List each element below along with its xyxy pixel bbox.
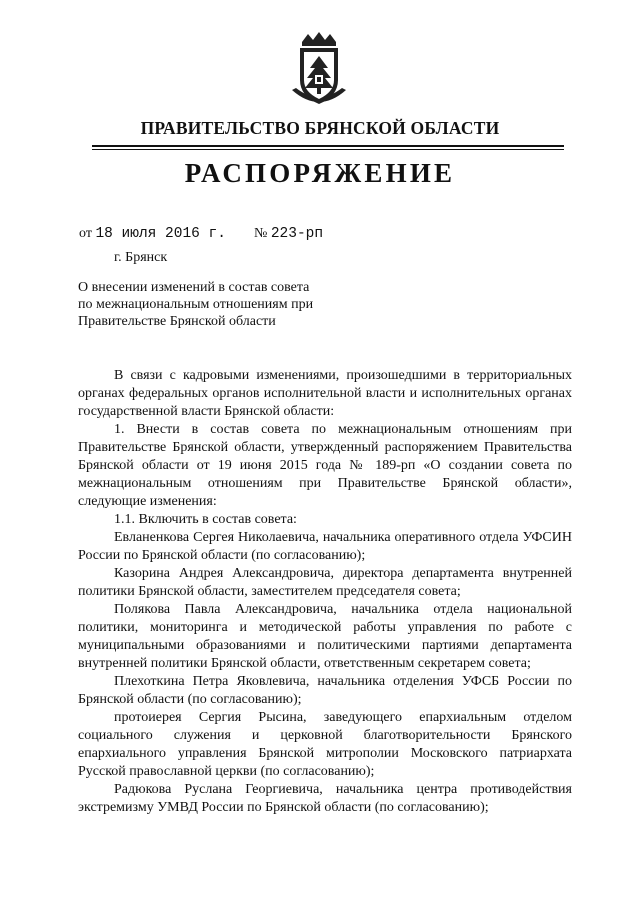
member-entry: Плехоткина Петра Яковлевича, начальника отделения УФСБ России по Брянской области (по согласованию);: [78, 674, 572, 707]
date-prefix: от: [79, 226, 92, 241]
member-entry: Евланенкова Сергея Николаевича, начальника оперативного отдела УФСИН России по Брянской области (по согласованию);: [78, 530, 572, 563]
subject-line: О внесении изменений в состав совета: [78, 280, 310, 295]
member-entry: Радюкова Руслана Георгиевича, начальника центра противодействия экстремизму УМВД России по Брянской области (по согласованию);: [78, 782, 572, 815]
subject-line: Правительстве Брянской области: [78, 314, 276, 329]
subject-block: [78, 279, 313, 330]
header-rule-thick: [92, 145, 564, 147]
member-entry: Полякова Павла Александровича, начальника отдела национальной политики, мониторинга и методической работы управления по работе с муниципальными образованиями и политическими партиями департамента внутренней политики Брянской области, ответственным секретарем совета;: [78, 602, 572, 671]
number-line: [254, 226, 323, 242]
number-prefix: №: [254, 226, 268, 241]
paragraph-item-1-1: 1.1. Включить в состав совета:: [114, 512, 297, 527]
number-value: 223-рп: [270, 226, 324, 242]
header-rule-thin: [92, 149, 564, 150]
city: г. Брянск: [114, 250, 168, 265]
date-line: [79, 226, 226, 242]
paragraph-item-1: 1. Внести в состав совета по межнациональным отношениям при Правительстве Брянской области, утвержденный распоряжением Правительства Брянской области от 19 июня 2015 года № 189-рп «О создании совета по межнациональным отношениям при Правительстве Брянской области», следующие изменения:: [78, 422, 572, 509]
coat-of-arms-icon: [282, 30, 356, 110]
member-entry: Казорина Андрея Александровича, директора департамента внутренней политики Брянской области, заместителем председателя совета;: [78, 566, 572, 599]
date-value: 18 июля 2016 г.: [95, 226, 226, 242]
paragraph-preamble: В связи с кадровыми изменениями, произошедшими в территориальных органах федеральных органов исполнительной власти и исполнительных органах государственной власти Брянской области:: [78, 368, 572, 419]
subject-line: по межнациональным отношениям при: [78, 297, 314, 312]
document-type: РАСПОРЯЖЕНИЕ: [184, 158, 456, 188]
government-title: ПРАВИТЕЛЬСТВО БРЯНСКОЙ ОБЛАСТИ: [140, 118, 500, 138]
member-entry: протоиерея Сергия Рысина, заведующего епархиальным отделом социального служения и церковной благотворительности Брянского епархиального управления Брянской митрополии Московского патриархата Русской православной церкви (по согласованию);: [78, 710, 572, 779]
document-body: [78, 367, 572, 817]
